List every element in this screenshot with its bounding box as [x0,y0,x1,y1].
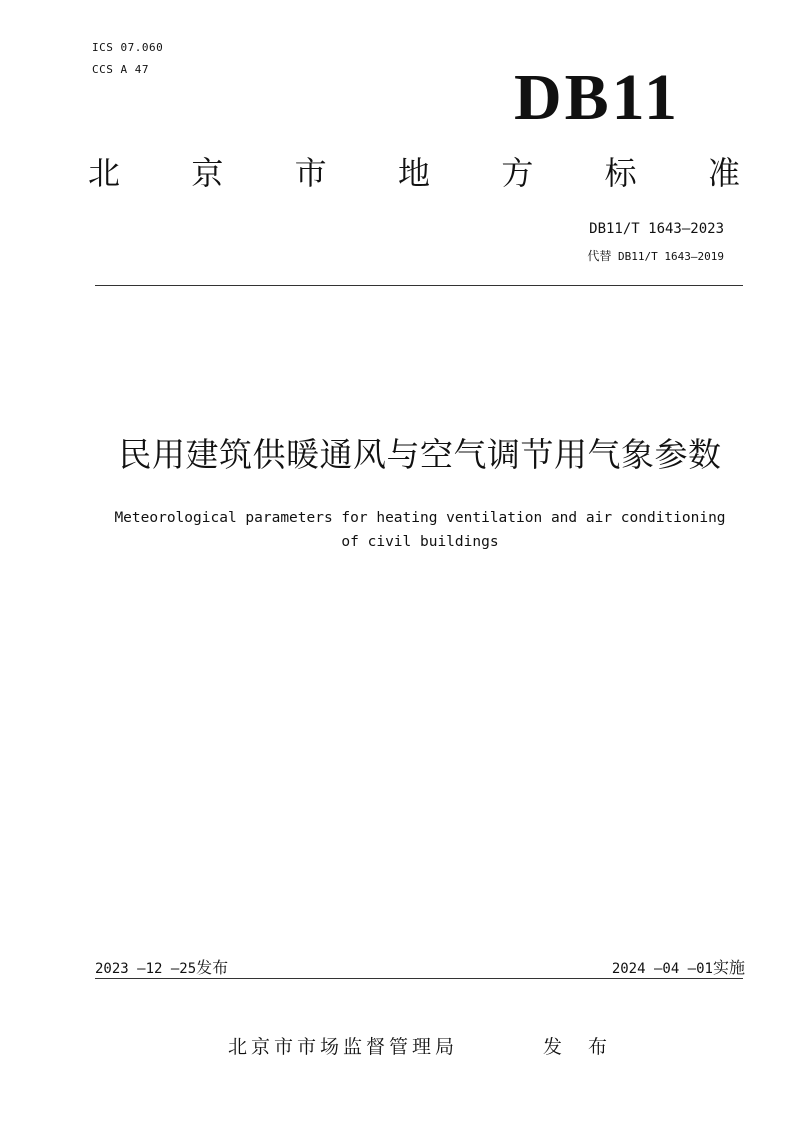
heading-char: 京 [191,154,224,192]
heading-char: 准 [707,154,740,192]
local-standard-heading [88,153,740,193]
header-divider [95,285,743,286]
implement-date-value: 2024 —04 —01 [611,961,713,977]
footer-divider [95,978,743,979]
document-title-en [85,506,755,554]
implement-label: 实施 [712,958,745,977]
heading-char: 标 [604,154,637,192]
issue-label: 发 布 [543,1036,618,1058]
replaces-label: 代替 [587,249,612,263]
publish-label: 发布 [196,958,229,977]
heading-char: 北 [88,154,121,192]
heading-char: 地 [397,154,430,192]
replaces-number: DB11/T 1643—2019 [618,250,724,263]
heading-char: 市 [294,154,327,192]
standard-number: DB11/T 1643—2023 [589,221,724,237]
replaces-line [587,247,724,264]
heading-char: 方 [501,154,534,192]
title-en-line: of civil buildings [341,534,499,550]
ccs-code: CCS A 47 [92,63,149,76]
implement-date [612,955,745,978]
ics-code: ICS 07.060 [92,41,164,54]
publish-date-value: 2023 —12 —25 [95,961,197,977]
publish-date [95,955,228,978]
issuing-authority: 北京市市场监督管理局 [228,1036,459,1058]
db11-logo: DB11 [513,61,680,134]
document-title-zh: 民用建筑供暖通风与空气调节用气象参数 [118,435,722,474]
title-en-line: Meteorological parameters for heating ventilation and air conditioning [114,510,726,526]
